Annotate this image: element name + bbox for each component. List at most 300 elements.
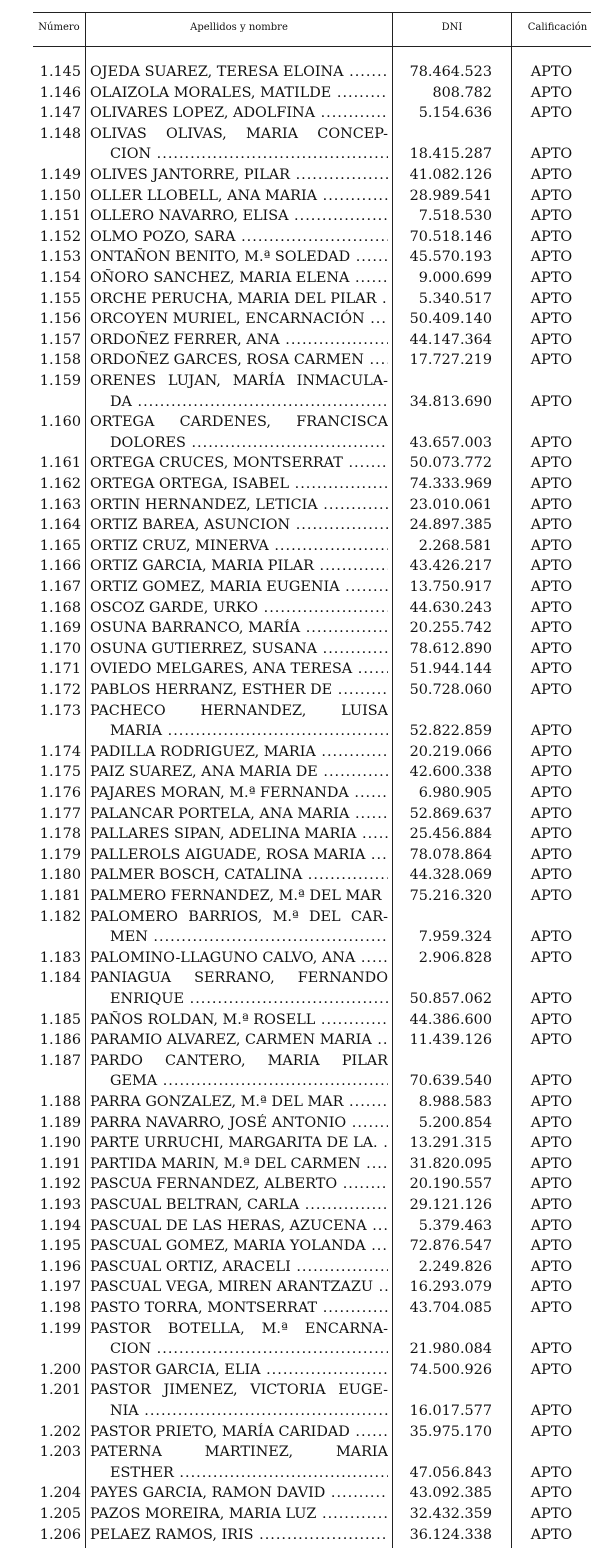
- table-row: [0, 268, 603, 289]
- row-number: 1.157: [39, 331, 81, 348]
- row-number: 1.205: [39, 1506, 81, 1522]
- row-name-continuation: CION .....: [110, 1339, 388, 1360]
- table-row: [0, 1483, 603, 1504]
- row-calificacion: APTO: [530, 311, 573, 328]
- row-calificacion: APTO: [530, 558, 573, 575]
- row-dni: 5.340.517: [418, 290, 492, 307]
- row-number: 1.206: [39, 1526, 81, 1543]
- row-number: 1.204: [39, 1485, 81, 1502]
- row-number: 1.170: [39, 640, 81, 657]
- table-row: [0, 618, 603, 639]
- row-number: 1.199: [39, 1320, 81, 1337]
- row-number: 1.166: [39, 558, 81, 575]
- row-dni: 32.432.359: [409, 1506, 492, 1522]
- row-dni: 70.518.146: [409, 228, 492, 245]
- row-name: PALMER BOSCH, CATALINA .....: [90, 865, 388, 886]
- row-dni: 50.728.060: [409, 682, 492, 698]
- row-number: 1.182: [39, 908, 81, 925]
- row-calificacion: APTO: [530, 1011, 573, 1028]
- row-name: PADILLA RODRIGUEZ, MARIA .....: [90, 742, 388, 763]
- row-number: 1.186: [39, 1032, 81, 1049]
- row-calificacion: APTO: [530, 1506, 573, 1522]
- table-row: [0, 680, 603, 701]
- row-name-continuation: ENRIQUE .....: [110, 989, 388, 1010]
- row-calificacion: APTO: [530, 476, 573, 492]
- row-name: PALOMINO-LLAGUNO CALVO, ANA .....: [90, 948, 388, 969]
- row-name: PASTOR BOTELLA, M.ª ENCARNA-: [90, 1320, 388, 1337]
- table-row: [0, 1174, 603, 1195]
- row-number: 1.181: [39, 888, 81, 904]
- row-number: 1.149: [39, 167, 81, 183]
- table-row: [0, 968, 603, 989]
- row-name: PASCUAL BELTRAN, CARLA .....: [90, 1195, 388, 1216]
- table-row: [0, 639, 603, 660]
- row-name: PASTO TORRA, MONTSERRAT .....: [90, 1298, 388, 1319]
- row-number: 1.191: [39, 1155, 81, 1172]
- row-name: ORCHE PERUCHA, MARIA DEL PILAR .....: [90, 289, 388, 310]
- table-row: [0, 824, 603, 845]
- row-dni: 20.190.557: [409, 1176, 492, 1193]
- row-dni: 7.518.530: [418, 208, 492, 225]
- row-dni: 16.017.577: [409, 1403, 492, 1419]
- row-name: PASCUAL DE LAS HERAS, AZUCENA .....: [90, 1216, 388, 1237]
- row-name: PARRA NAVARRO, JOSÉ ANTONIO .....: [90, 1113, 388, 1134]
- row-name: PALLEROLS AIGUADE, ROSA MARIA .....: [90, 845, 388, 866]
- row-calificacion: APTO: [530, 1341, 573, 1358]
- row-calificacion: APTO: [530, 682, 573, 698]
- row-dni: 13.750.917: [409, 579, 492, 595]
- row-dni: 43.704.085: [409, 1300, 492, 1316]
- row-name: PASCUAL GOMEZ, MARIA YOLANDA .....: [90, 1236, 388, 1257]
- row-dni: 47.056.843: [409, 1464, 492, 1481]
- table-row: [0, 247, 603, 268]
- row-dni: 2.268.581: [418, 537, 492, 554]
- row-number: 1.145: [39, 64, 81, 80]
- row-number: 1.192: [39, 1176, 81, 1193]
- row-calificacion: APTO: [530, 579, 573, 595]
- table-row: [0, 227, 603, 248]
- row-name: PARAMIO ALVAREZ, CARMEN MARIA .....: [90, 1030, 388, 1051]
- row-number: 1.153: [39, 249, 81, 266]
- row-calificacion: APTO: [530, 105, 573, 122]
- table-row: [0, 556, 603, 577]
- row-dni: 11.439.126: [409, 1032, 492, 1049]
- table-row: [0, 1319, 603, 1340]
- row-number: 1.187: [39, 1052, 81, 1069]
- row-name: ORTEGA CARDENES, FRANCISCA: [90, 414, 388, 431]
- row-number: 1.154: [39, 270, 81, 286]
- row-number: 1.158: [39, 352, 81, 369]
- row-calificacion: APTO: [530, 1073, 573, 1090]
- row-name: PALANCAR PORTELA, ANA MARIA .....: [90, 804, 388, 825]
- row-calificacion: APTO: [530, 661, 573, 678]
- table-row-continuation: [0, 1401, 603, 1422]
- table-row-continuation: [0, 392, 603, 413]
- row-dni: 5.379.463: [418, 1217, 492, 1234]
- row-calificacion: APTO: [530, 723, 573, 740]
- row-calificacion: APTO: [530, 496, 573, 513]
- table-row: [0, 577, 603, 598]
- table-row: [0, 474, 603, 495]
- table-row: [0, 1092, 603, 1113]
- row-dni: 74.333.969: [409, 476, 492, 492]
- row-name: OLIVARES LOPEZ, ADOLFINA .....: [90, 103, 388, 124]
- table-row: [0, 495, 603, 516]
- row-number: 1.185: [39, 1011, 81, 1028]
- row-name: PASTOR PRIETO, MARÍA CARIDAD .....: [90, 1422, 388, 1443]
- table-row: [0, 1010, 603, 1031]
- table-top-rule: [33, 12, 591, 13]
- row-name: OLLER LLOBELL, ANA MARIA .....: [90, 186, 388, 207]
- row-name: PABLOS HERRANZ, ESTHER DE .....: [90, 680, 388, 701]
- row-calificacion: APTO: [530, 64, 573, 80]
- row-calificacion: APTO: [530, 764, 573, 781]
- row-dni: 8.988.583: [418, 1094, 492, 1110]
- row-calificacion: APTO: [530, 249, 573, 266]
- table-row: [0, 515, 603, 536]
- row-calificacion: APTO: [530, 1258, 573, 1275]
- table-row: [0, 1133, 603, 1154]
- row-dni: 50.857.062: [409, 991, 492, 1007]
- row-calificacion: APTO: [530, 208, 573, 225]
- row-name: PASTOR JIMENEZ, VICTORIA EUGE-: [90, 1382, 388, 1399]
- row-calificacion: APTO: [530, 1423, 573, 1440]
- row-dni: 78.612.890: [409, 640, 492, 657]
- row-number: 1.190: [39, 1135, 81, 1152]
- row-name: PARTIDA MARIN, M.ª DEL CARMEN .....: [90, 1154, 388, 1175]
- row-calificacion: APTO: [530, 1094, 573, 1110]
- row-name: ORDOÑEZ FERRER, ANA .....: [90, 330, 388, 351]
- row-name: PAJARES MORAN, M.ª FERNANDA .....: [90, 783, 388, 804]
- row-number: 1.152: [39, 228, 81, 245]
- row-dni: 43.092.385: [409, 1485, 492, 1502]
- row-name: ORCOYEN MURIEL, ENCARNACIÓN .....: [90, 309, 388, 330]
- row-name: PALMERO FERNANDEZ, M.ª DEL MAR .....: [90, 886, 388, 907]
- table-row: [0, 1154, 603, 1175]
- row-name: ORTEGA CRUCES, MONTSERRAT .....: [90, 453, 388, 474]
- row-number: 1.197: [39, 1279, 81, 1296]
- row-calificacion: APTO: [530, 640, 573, 657]
- row-name: OLLERO NAVARRO, ELISA .....: [90, 206, 388, 227]
- table-row-continuation: [0, 1463, 603, 1484]
- table-row-continuation: [0, 1071, 603, 1092]
- row-name: ORDOÑEZ GARCES, ROSA CARMEN .....: [90, 350, 388, 371]
- header-numero: Número: [38, 22, 80, 33]
- table-row-continuation: [0, 927, 603, 948]
- row-name-continuation: MEN .....: [110, 927, 388, 948]
- row-number: 1.165: [39, 537, 81, 554]
- row-name: OLIVES JANTORRE, PILAR .....: [90, 165, 388, 186]
- row-name: OVIEDO MELGARES, ANA TERESA .....: [90, 659, 388, 680]
- row-dni: 78.078.864: [409, 846, 492, 863]
- table-row: [0, 1525, 603, 1546]
- row-number: 1.160: [39, 414, 81, 431]
- row-number: 1.161: [39, 455, 81, 472]
- row-calificacion: APTO: [530, 455, 573, 472]
- table-row: [0, 412, 603, 433]
- row-name: OSUNA BARRANCO, MARÍA .....: [90, 618, 388, 639]
- row-calificacion: APTO: [530, 167, 573, 183]
- table-row: [0, 845, 603, 866]
- row-number: 1.151: [39, 208, 81, 225]
- row-number: 1.167: [39, 579, 81, 595]
- row-dni: 78.464.523: [409, 64, 492, 80]
- row-calificacion: APTO: [530, 537, 573, 554]
- table-row: [0, 165, 603, 186]
- row-dni: 29.121.126: [409, 1197, 492, 1213]
- row-calificacion: APTO: [530, 1197, 573, 1213]
- row-dni: 43.426.217: [409, 558, 492, 575]
- row-name-continuation: NIA .....: [110, 1401, 388, 1422]
- row-name: ORTEGA ORTEGA, ISABEL .....: [90, 474, 388, 495]
- row-number: 1.174: [39, 743, 81, 760]
- row-number: 1.193: [39, 1197, 81, 1213]
- row-dni: 70.639.540: [409, 1073, 492, 1090]
- table-row: [0, 701, 603, 722]
- table-row: [0, 536, 603, 557]
- row-name-continuation: ESTHER .....: [110, 1463, 388, 1484]
- row-calificacion: APTO: [530, 270, 573, 286]
- row-number: 1.159: [39, 373, 81, 389]
- row-number: 1.155: [39, 290, 81, 307]
- row-name: PASCUA FERNANDEZ, ALBERTO .....: [90, 1174, 388, 1195]
- row-number: 1.175: [39, 764, 81, 781]
- row-calificacion: APTO: [530, 1464, 573, 1481]
- table-row: [0, 598, 603, 619]
- table-row: [0, 330, 603, 351]
- row-dni: 6.980.905: [418, 785, 492, 801]
- row-name: ORTIZ CRUZ, MINERVA .....: [90, 536, 388, 557]
- row-calificacion: APTO: [530, 331, 573, 348]
- table-row-continuation: [0, 989, 603, 1010]
- row-name: PASTOR GARCIA, ELIA .....: [90, 1360, 388, 1381]
- row-calificacion: APTO: [530, 888, 573, 904]
- row-number: 1.203: [39, 1444, 81, 1461]
- row-name: ORTIZ GOMEZ, MARIA EUGENIA .....: [90, 577, 388, 598]
- row-number: 1.201: [39, 1382, 81, 1399]
- row-dni: 23.010.061: [409, 496, 492, 513]
- row-dni: 75.216.320: [409, 888, 492, 904]
- table-row: [0, 804, 603, 825]
- row-calificacion: APTO: [530, 228, 573, 245]
- table-row: [0, 1030, 603, 1051]
- table-row: [0, 124, 603, 145]
- row-name: OSUNA GUTIERREZ, SUSANA .....: [90, 639, 388, 660]
- row-dni: 2.906.828: [418, 949, 492, 966]
- row-dni: 34.813.690: [409, 393, 492, 410]
- row-dni: 36.124.338: [409, 1526, 492, 1543]
- row-name: PATERNA MARTINEZ, MARIA: [90, 1444, 388, 1461]
- table-row: [0, 907, 603, 928]
- row-dni: 13.291.315: [409, 1135, 492, 1152]
- row-name: PAYES GARCIA, RAMON DAVID .....: [90, 1483, 388, 1504]
- row-name: PALLARES SIPAN, ADELINA MARIA .....: [90, 824, 388, 845]
- row-calificacion: APTO: [530, 1279, 573, 1296]
- row-dni: 35.975.170: [409, 1423, 492, 1440]
- row-calificacion: APTO: [530, 146, 573, 163]
- row-number: 1.198: [39, 1300, 81, 1316]
- header-dni: DNI: [441, 22, 463, 33]
- table-row: [0, 62, 603, 83]
- row-name-continuation: DOLORES .....: [110, 433, 388, 454]
- row-number: 1.150: [39, 187, 81, 204]
- table-row: [0, 1422, 603, 1443]
- table-row: [0, 350, 603, 371]
- row-name: ORTIZ BAREA, ASUNCION .....: [90, 515, 388, 536]
- row-dni: 52.822.859: [409, 723, 492, 740]
- table-row-continuation: [0, 1339, 603, 1360]
- row-number: 1.168: [39, 599, 81, 616]
- table-row: [0, 103, 603, 124]
- row-dni: 5.200.854: [418, 1114, 492, 1131]
- table-row: [0, 206, 603, 227]
- table-row: [0, 659, 603, 680]
- row-number: 1.180: [39, 867, 81, 884]
- table-header-rule: [33, 46, 591, 47]
- row-name: PANIAGUA SERRANO, FERNANDO: [90, 970, 388, 987]
- row-name: OLIVAS OLIVAS, MARIA CONCEP-: [90, 125, 388, 142]
- row-name: PARRA GONZALEZ, M.ª DEL MAR .....: [90, 1092, 388, 1113]
- table-row: [0, 886, 603, 907]
- row-dni: 9.000.699: [418, 270, 492, 286]
- row-dni: 18.415.287: [409, 146, 492, 163]
- row-number: 1.202: [39, 1423, 81, 1440]
- row-number: 1.148: [39, 125, 81, 142]
- row-calificacion: APTO: [530, 434, 573, 451]
- row-calificacion: APTO: [530, 1176, 573, 1193]
- row-calificacion: APTO: [530, 826, 573, 843]
- row-calificacion: APTO: [530, 393, 573, 410]
- row-calificacion: APTO: [530, 1300, 573, 1316]
- row-name: PALOMERO BARRIOS, M.ª DEL CAR-: [90, 908, 388, 925]
- row-calificacion: APTO: [530, 1135, 573, 1152]
- row-dni: 74.500.926: [409, 1361, 492, 1378]
- row-dni: 16.293.079: [409, 1279, 492, 1296]
- row-name: PARTE URRUCHI, MARGARITA DE LA. .....: [90, 1133, 388, 1154]
- row-name-continuation: GEMA .....: [110, 1071, 388, 1092]
- row-number: 1.172: [39, 682, 81, 698]
- table-row: [0, 1360, 603, 1381]
- row-dni: 45.570.193: [409, 249, 492, 266]
- row-dni: 50.073.772: [409, 455, 492, 472]
- row-name: PASCUAL ORTIZ, ARACELI .....: [90, 1257, 388, 1278]
- row-number: 1.200: [39, 1361, 81, 1378]
- row-number: 1.173: [39, 702, 81, 719]
- row-name-continuation: DA .....: [110, 392, 388, 413]
- table-row: [0, 1277, 603, 1298]
- row-dni: 44.630.243: [409, 599, 492, 616]
- row-number: 1.188: [39, 1094, 81, 1110]
- row-number: 1.164: [39, 517, 81, 534]
- row-calificacion: APTO: [530, 1238, 573, 1255]
- row-name: PASCUAL VEGA, MIREN ARANTZAZU .....: [90, 1277, 388, 1298]
- row-dni: 2.249.826: [418, 1258, 492, 1275]
- row-dni: 72.876.547: [409, 1238, 492, 1255]
- row-name: ONTAÑON BENITO, M.ª SOLEDAD .....: [90, 247, 388, 268]
- row-calificacion: APTO: [530, 1155, 573, 1172]
- table-row: [0, 742, 603, 763]
- row-number: 1.147: [39, 105, 81, 122]
- table-row: [0, 309, 603, 330]
- row-calificacion: APTO: [530, 187, 573, 204]
- row-name: PELAEZ RAMOS, IRIS .....: [90, 1525, 388, 1546]
- header-calificacion: Calificación: [527, 22, 588, 33]
- row-name: ORTIZ GARCIA, MARIA PILAR .....: [90, 556, 388, 577]
- table-row: [0, 762, 603, 783]
- row-calificacion: APTO: [530, 1403, 573, 1419]
- table-row: [0, 1380, 603, 1401]
- row-dni: 25.456.884: [409, 826, 492, 843]
- row-name: ORENES LUJAN, MARÍA INMACULA-: [90, 373, 388, 389]
- table-row-continuation: [0, 144, 603, 165]
- row-calificacion: APTO: [530, 929, 573, 946]
- table-row: [0, 1051, 603, 1072]
- table-row: [0, 783, 603, 804]
- table-row: [0, 289, 603, 310]
- row-dni: 42.600.338: [409, 764, 492, 781]
- row-name: PACHECO HERNANDEZ, LUISA: [90, 702, 388, 719]
- row-number: 1.179: [39, 846, 81, 863]
- row-calificacion: APTO: [530, 1361, 573, 1378]
- row-calificacion: APTO: [530, 743, 573, 760]
- row-dni: 43.657.003: [409, 434, 492, 451]
- row-number: 1.178: [39, 826, 81, 843]
- row-number: 1.196: [39, 1258, 81, 1275]
- row-calificacion: APTO: [530, 949, 573, 966]
- row-dni: 52.869.637: [409, 805, 492, 822]
- row-name: PAIZ SUAREZ, ANA MARIA DE .....: [90, 762, 388, 783]
- header-nombre: Apellidos y nombre: [190, 22, 288, 33]
- row-dni: 44.386.600: [409, 1011, 492, 1028]
- row-number: 1.195: [39, 1238, 81, 1255]
- row-calificacion: APTO: [530, 84, 573, 101]
- row-number: 1.171: [39, 661, 81, 678]
- row-name: OLAIZOLA MORALES, MATILDE .....: [90, 83, 388, 104]
- row-dni: 21.980.084: [409, 1341, 492, 1358]
- row-name: OÑORO SANCHEZ, MARIA ELENA .....: [90, 268, 388, 289]
- table-row: [0, 453, 603, 474]
- row-dni: 31.820.095: [409, 1155, 492, 1172]
- row-dni: 51.944.144: [409, 661, 492, 678]
- row-number: 1.184: [39, 970, 81, 987]
- table-row: [0, 83, 603, 104]
- row-name: PAÑOS ROLDAN, M.ª ROSELL .....: [90, 1010, 388, 1031]
- row-calificacion: APTO: [530, 785, 573, 801]
- table-row: [0, 1504, 603, 1525]
- row-dni: 7.959.324: [418, 929, 492, 946]
- row-number: 1.177: [39, 805, 81, 822]
- row-dni: 20.255.742: [409, 620, 492, 637]
- row-dni: 44.147.364: [409, 331, 492, 348]
- row-calificacion: APTO: [530, 991, 573, 1007]
- row-name: OLMO POZO, SARA .....: [90, 227, 388, 248]
- row-number: 1.194: [39, 1217, 81, 1234]
- row-calificacion: APTO: [530, 1526, 573, 1543]
- row-number: 1.163: [39, 496, 81, 513]
- table-row: [0, 1442, 603, 1463]
- table-row: [0, 1298, 603, 1319]
- row-dni: 5.154.636: [418, 105, 492, 122]
- row-number: 1.162: [39, 476, 81, 492]
- table-row: [0, 1113, 603, 1134]
- row-number: 1.169: [39, 620, 81, 637]
- row-number: 1.146: [39, 84, 81, 101]
- row-dni: 808.782: [432, 84, 492, 101]
- row-dni: 50.409.140: [409, 311, 492, 328]
- table-row: [0, 948, 603, 969]
- table-row: [0, 1216, 603, 1237]
- row-calificacion: APTO: [530, 599, 573, 616]
